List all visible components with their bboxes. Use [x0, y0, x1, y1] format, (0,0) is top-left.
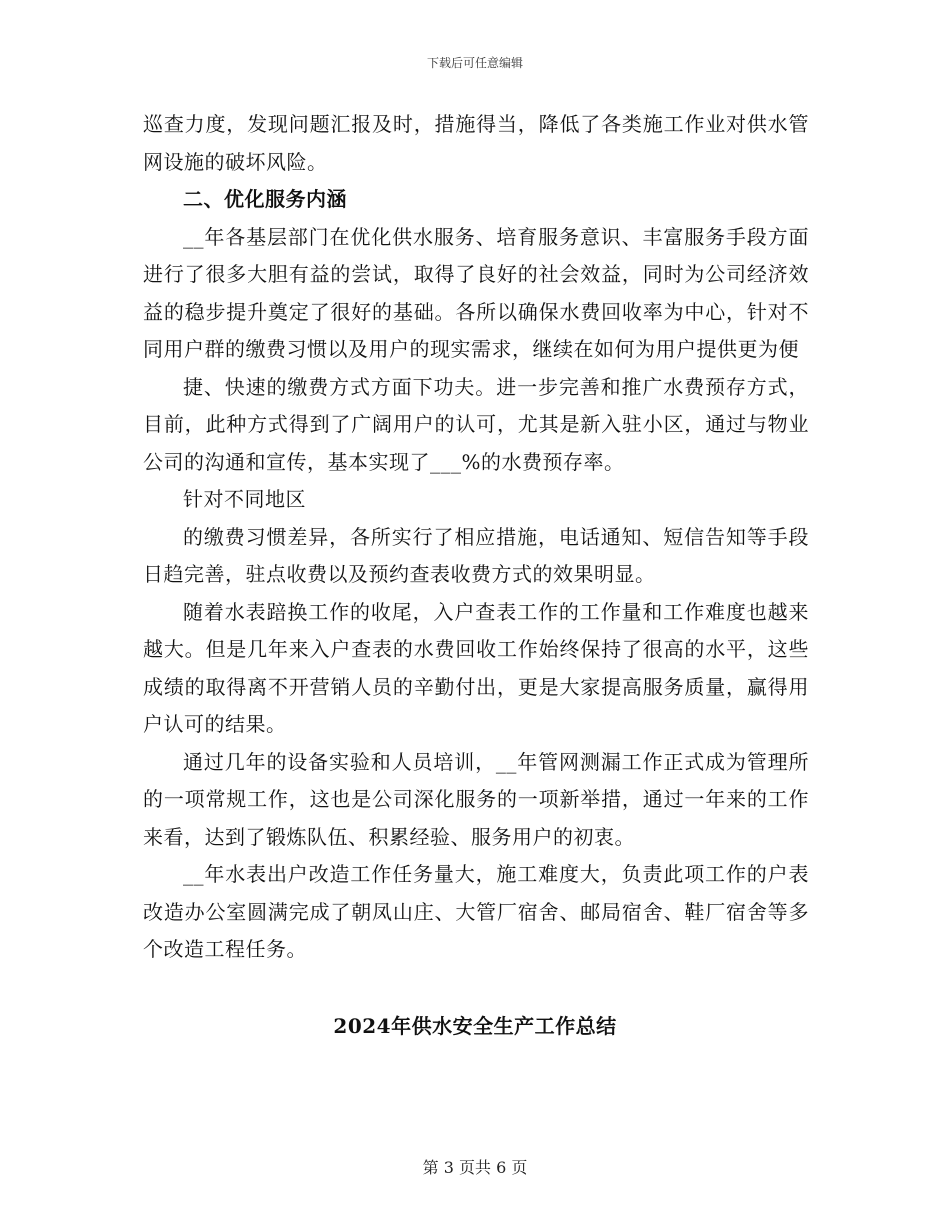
paragraph: __年水表出户改造工作任务量大，施工难度大，负责此项工作的户表改造办公室圆满完成了朝凤山庄、大管厂宿舍、邮局宿舍、鞋厂宿舍等多个改造工程任务。 [143, 862, 809, 961]
page-header-note: 下载后可任意编辑 [426, 56, 523, 70]
paragraph: __年各基层部门在优化供水服务、培育服务意识、丰富服务手段方面进行了很多大胆有益的尝试，取得了良好的社会效益，同时为公司经济效益的稳步提升奠定了很好的基础。各所以确保水费回收率为中心，针对不同用户群的缴费习惯以及用户的现实需求，继续在如何为用户提供更为便 [143, 224, 809, 361]
document-title: 2024年供水安全生产工作总结 [333, 1014, 617, 1038]
paragraph: 捷、快速的缴费方式方面下功夫。进一步完善和推广水费预存方式，目前，此种方式得到了广阔用户的认可，尤其是新入驻小区，通过与物业公司的沟通和宣传，基本实现了___%的水费预存率。 [143, 374, 809, 474]
paragraph: 随着水表踣换工作的收尾，入户查表工作的工作量和工作难度也越来越大。但是几年来入户查表的水费回收工作始终保持了很高的水平，这些成绩的取得离不开营销人员的辛勤付出，更是大家提高服务质量，赢得用户认可的结果。 [143, 599, 809, 736]
paragraph: 针对不同地区 [183, 487, 306, 511]
paragraph-continuation: 巡查力度，发现问题汇报及时，措施得当，降低了各类施工作业对供水管网设施的破坏风险。 [143, 112, 809, 174]
page-number: 第 3 页共 6 页 [422, 1158, 528, 1177]
paragraph: 通过几年的设备实验和人员培训，__年管网测漏工作正式成为管理所的一项常规工作，这也是公司深化服务的一项新举措，通过一年来的工作来看，达到了锻炼队伍、积累经验、服务用户的初衷。 [143, 749, 809, 849]
section-heading: 二、优化服务内涵 [183, 187, 347, 211]
paragraph: 的缴费习惯差异，各所实行了相应措施，电话通知、短信告知等手段日趋完善，驻点收费以及预约查表收费方式的效果明显。 [143, 524, 809, 586]
document-body [143, 106, 809, 969]
